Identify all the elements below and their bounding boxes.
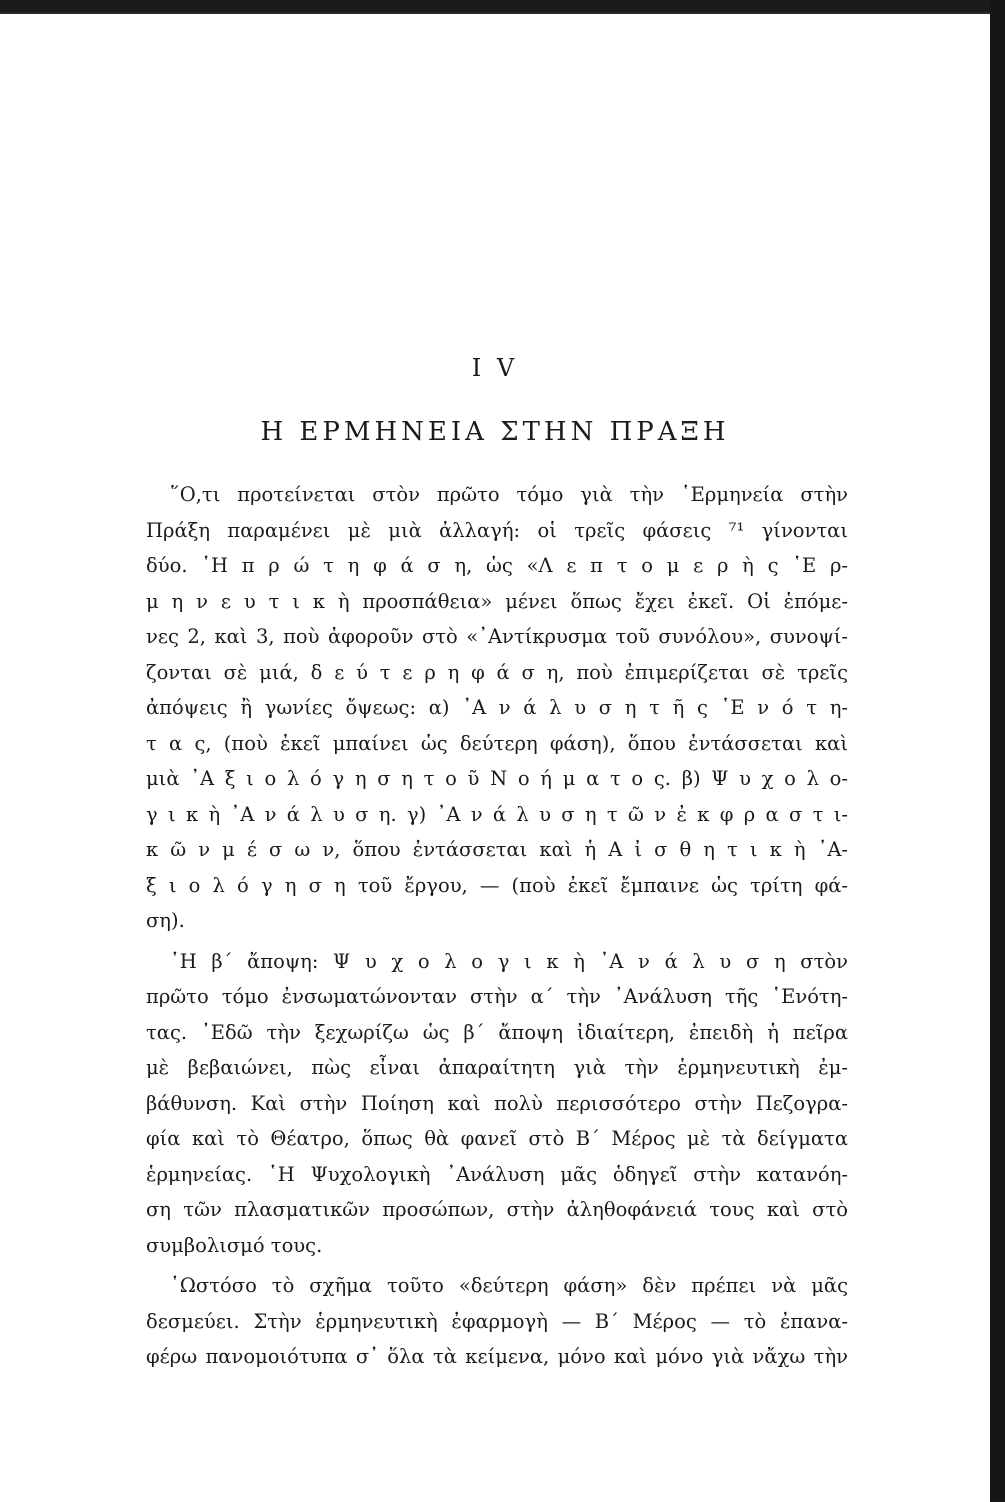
chapter-number: I V bbox=[471, 354, 519, 382]
text-line: φέρω πανομοιότυπα σ᾿ ὅλα τὰ κείμενα, μόνο καὶ μόνο γιὰ νἄχω τὴν bbox=[146, 1345, 848, 1368]
text-line: μὲ βεβαιώνει, πὼς εἶναι ἀπαραίτητη γιὰ τὴν ἑρμηνευτικὴ ἐμ- bbox=[146, 1056, 848, 1079]
text-line: συμβολισμό τους. bbox=[146, 1233, 323, 1257]
text-line: νες 2, καὶ 3, ποὺ ἀφοροῦν στὸ «᾿Αντίκρυσμα τοῦ συνόλου», συνοψί- bbox=[146, 625, 848, 648]
body-text bbox=[146, 477, 848, 1375]
text-line: πρῶτο τόμο ἐνσωματώνονταν στὴν α΄ τὴν ᾿Ανάλυση τῆς ῾Ενότη- bbox=[146, 985, 848, 1008]
page-edge-shadow bbox=[990, 0, 1005, 1500]
text-line: γ ι κ ὴ ᾿Α ν ά λ υ σ η. γ) ᾿Α ν ά λ υ σ η τ ῶ ν ἐ κ φ ρ α σ τ ι- bbox=[146, 802, 848, 826]
text-line: μ η ν ε υ τ ι κ ὴ προσπάθεια» μένει ὅπως ἔχει ἐκεῖ. Οἱ ἑπόμε- bbox=[146, 589, 848, 613]
chapter-title: Η ΕΡΜΗΝΕΙΑ ΣΤΗΝ ΠΡΑΞΗ bbox=[260, 417, 730, 447]
text-line: ῾Ωστόσο τὸ σχῆμα τοῦτο «δεύτερη φάση» δὲν πρέπει νὰ μᾶς bbox=[170, 1274, 848, 1297]
text-line: ῾Η β΄ ἄποψη: Ψ υ χ ο λ ο γ ι κ ὴ ᾿Α ν ά λ υ σ η στὸν bbox=[170, 949, 848, 973]
book-page bbox=[0, 12, 990, 1502]
text-line: κ ῶ ν μ έ σ ω ν, ὅπου ἐντάσσεται καὶ ἡ Α ἰ σ θ η τ ι κ ὴ ᾿Α- bbox=[146, 838, 848, 861]
text-line: ση τῶν πλασματικῶν προσώπων, στὴν ἀληθοφάνειά τους καὶ στὸ bbox=[146, 1198, 848, 1221]
text-line: Πράξη παραμένει μὲ μιὰ ἀλλαγή: οἱ τρεῖς φάσεις ⁷¹ γίνονται bbox=[146, 518, 848, 542]
text-line: ἀπόψεις ἢ γωνίες ὄψεως: α) ᾿Α ν ά λ υ σ η τ ῆ ς ῾Ε ν ό τ η- bbox=[146, 696, 848, 719]
text-line: ῞Ο,τι προτείνεται στὸν πρῶτο τόμο γιὰ τὴν ῾Ερμηνεία στὴν bbox=[170, 483, 848, 506]
text-line: μιὰ ᾿Α ξ ι ο λ ό γ η σ η τ ο ῦ Ν ο ή μ α τ ο ς. β) Ψ υ χ ο λ ο- bbox=[146, 767, 848, 790]
text-line: ξ ι ο λ ό γ η σ η τοῦ ἔργου, — (ποὺ ἐκεῖ ἔμπαινε ὡς τρίτη φά- bbox=[146, 873, 848, 897]
text-line: ζονται σὲ μιά, δ ε ύ τ ε ρ η φ ά σ η, ποὺ ἐπιμερίζεται σὲ τρεῖς bbox=[146, 660, 848, 684]
text-line: βάθυνση. Καὶ στὴν Ποίηση καὶ πολὺ περισσότερο στὴν Πεζογρα- bbox=[146, 1091, 848, 1115]
text-line: ση). bbox=[146, 909, 185, 932]
text-line: τ α ς, (ποὺ ἐκεῖ μπαίνει ὡς δεύτερη φάση), ὅπου ἐντάσσεται καὶ bbox=[146, 731, 848, 755]
text-line: δεσμεύει. Στὴν ἑρμηνευτικὴ ἐφαρμογὴ — Β΄ Μέρος — τὸ ἐπανα- bbox=[146, 1309, 848, 1333]
text-line: δύο. ῾Η π ρ ώ τ η φ ά σ η, ὡς «Λ ε π τ ο μ ε ρ ὴ ς ῾Ε ρ- bbox=[146, 554, 848, 577]
text-line: τας. ᾿Εδῶ τὴν ξεχωρίζω ὡς β΄ ἄποψη ἰδιαίτερη, ἐπειδὴ ἡ πεῖρα bbox=[146, 1020, 848, 1044]
text-line: φία καὶ τὸ Θέατρο, ὅπως θὰ φανεῖ στὸ Β΄ Μέρος μὲ τὰ δείγματα bbox=[146, 1127, 848, 1150]
text-line: ἑρμηνείας. ῾Η Ψυχολογικὴ ᾿Ανάλυση μᾶς ὁδηγεῖ στὴν κατανόη- bbox=[146, 1162, 848, 1186]
